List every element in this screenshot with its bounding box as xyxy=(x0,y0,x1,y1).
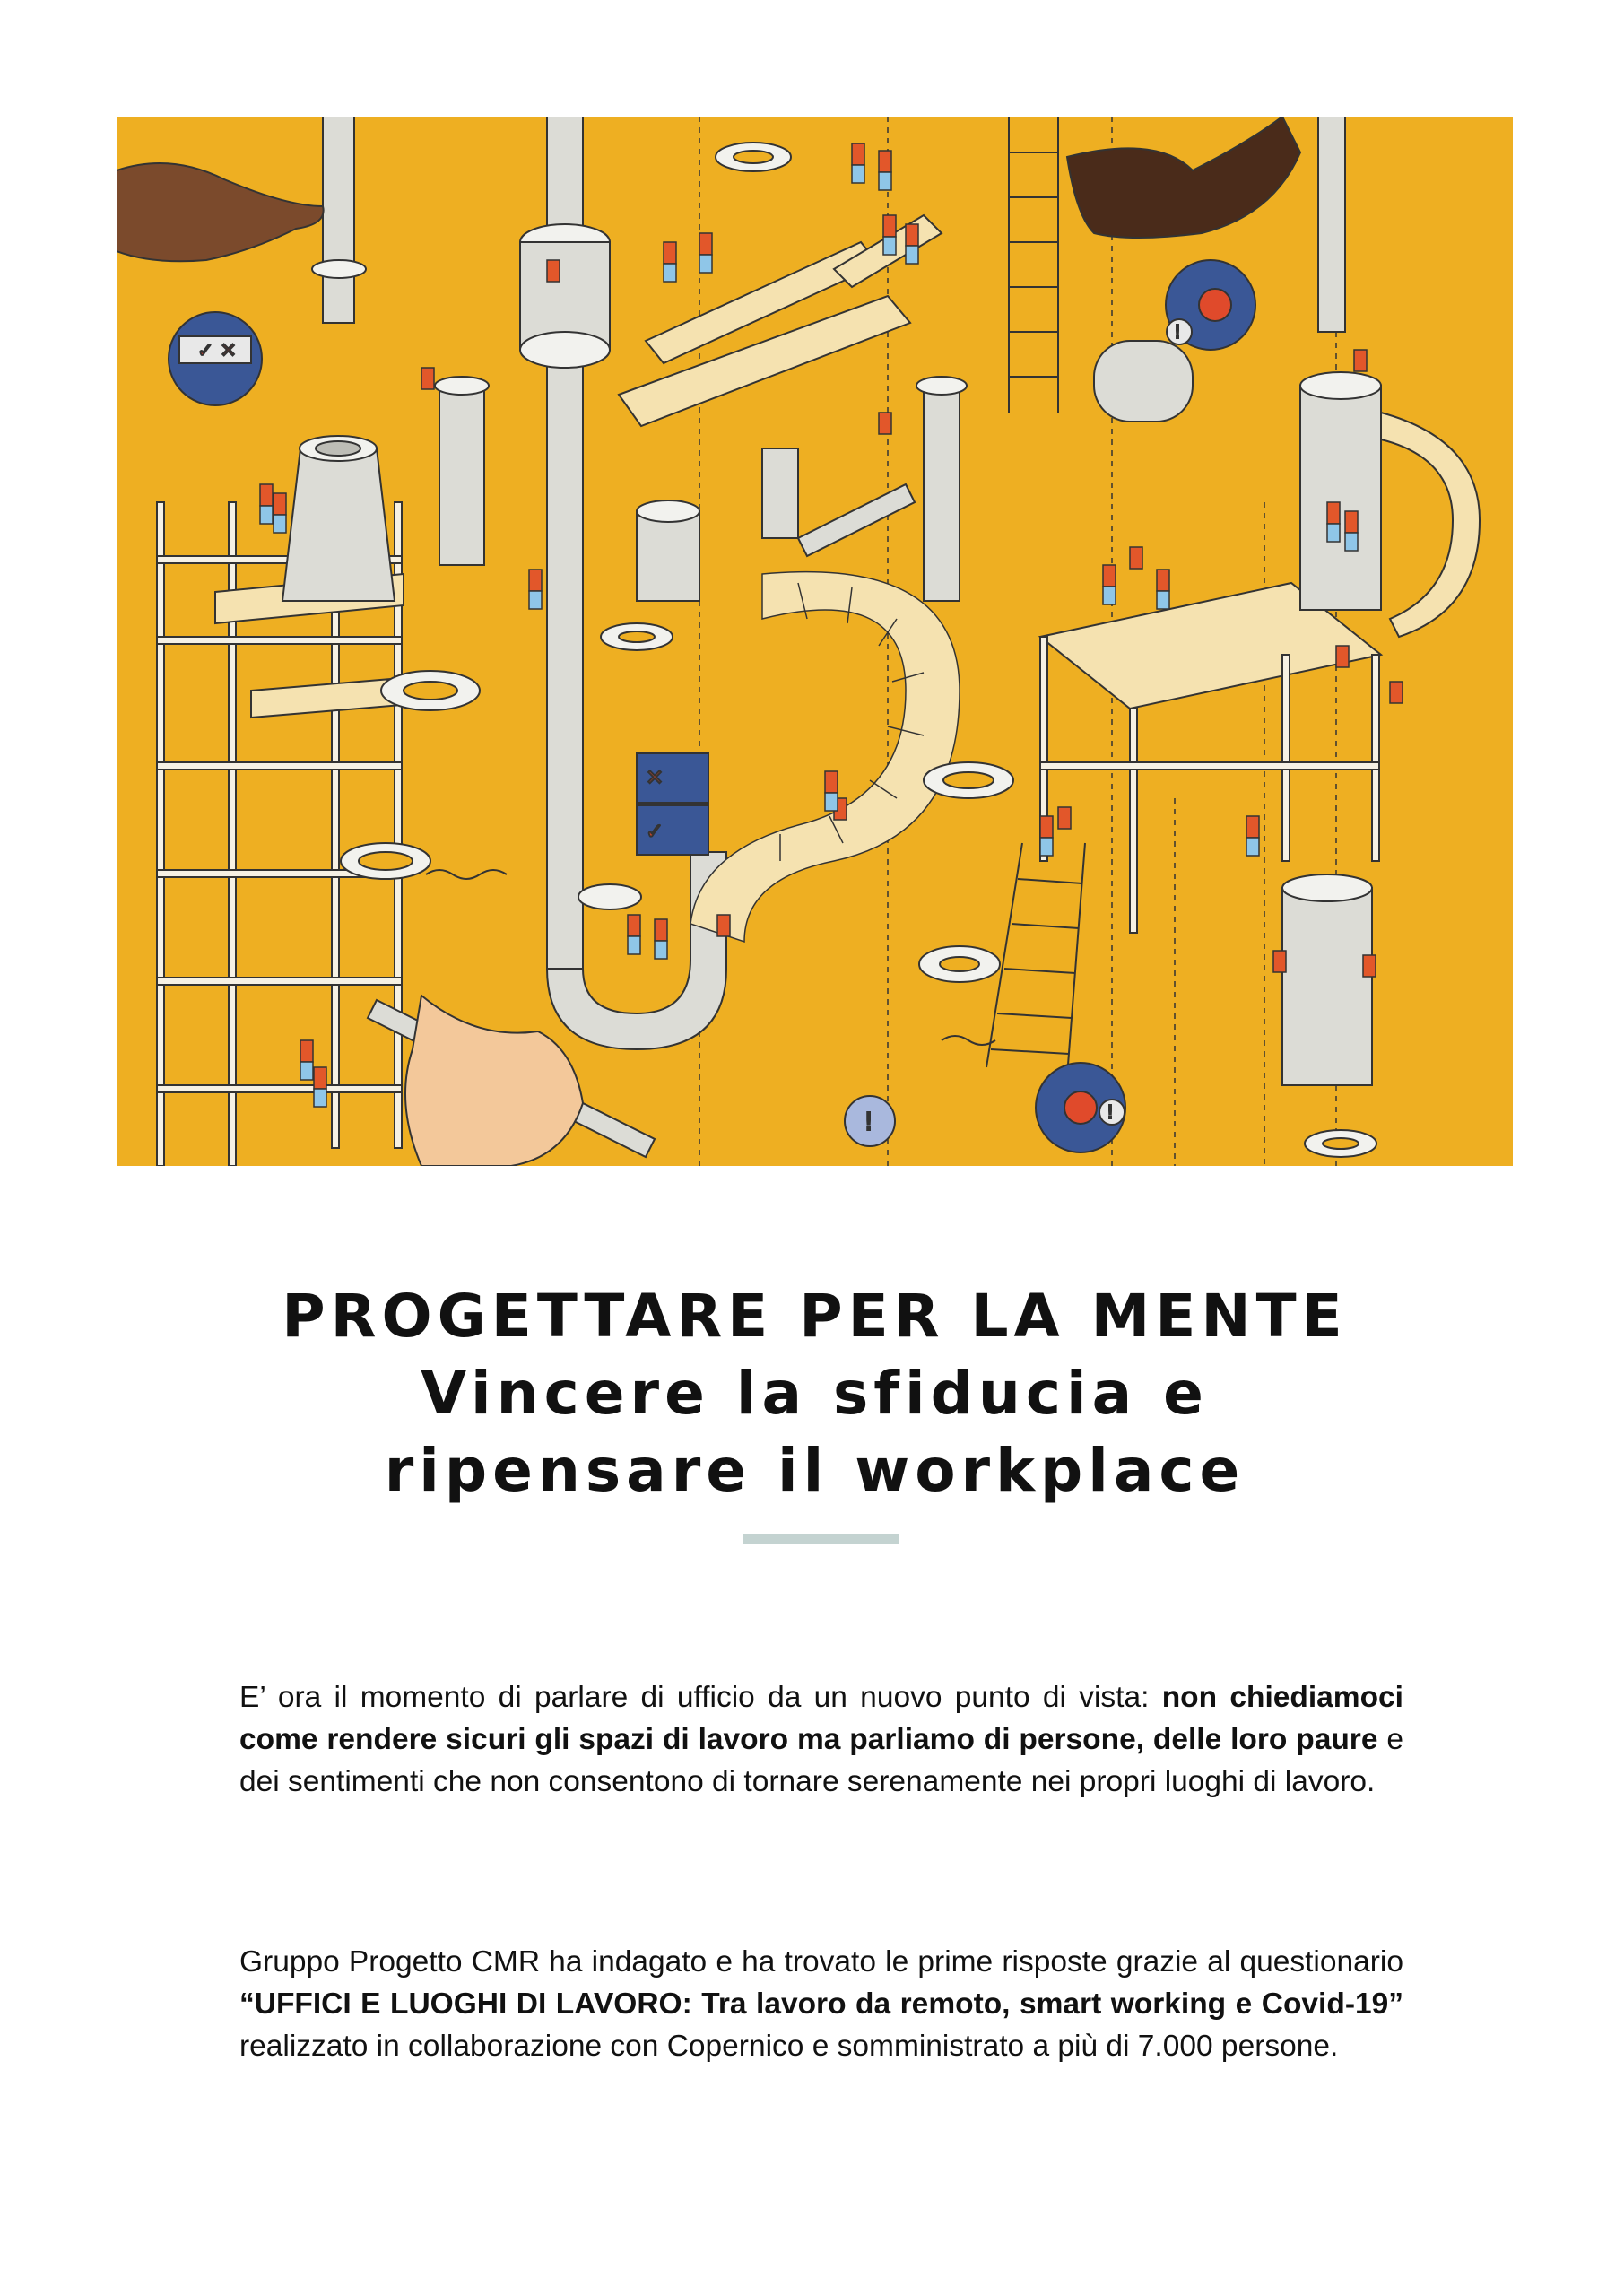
cone-tank xyxy=(282,436,395,601)
title-line-1: PROGETTARE PER LA MENTE xyxy=(282,1282,1348,1351)
title-line-2: Vincere la sfiducia e xyxy=(421,1359,1209,1428)
title-line-3: ripensare il workplace xyxy=(384,1436,1246,1505)
illustration-svg xyxy=(117,117,1513,1166)
svg-text:!: ! xyxy=(1174,321,1182,343)
intro-paragraph xyxy=(239,1676,1403,1803)
intro-bold-1: non chiediamoci come rendere sicuri gli spazi di lavoro ma parliamo di persone, delle loro paure xyxy=(239,1680,1403,1756)
alert-icon-bottom xyxy=(845,1096,895,1146)
survey-text-2: realizzato in collaborazione con Copernico e somministrato a più di 7.000 persone. xyxy=(239,2029,1339,2063)
svg-text:✓ ✕: ✓ ✕ xyxy=(197,340,237,362)
survey-text-1: Gruppo Progetto CMR ha indagato e ha trovato le prime risposte grazie al questionario xyxy=(239,1944,1403,1979)
svg-text:!: ! xyxy=(1107,1101,1115,1123)
survey-bold-1: “UFFICI E LUOGHI DI LAVORO: Tra lavoro da remoto, smart working e Covid-19” xyxy=(239,1987,1403,2021)
survey-paragraph xyxy=(239,1941,1403,2067)
wrench-icon xyxy=(1166,260,1255,350)
intro-text-2: e dei sentimenti che non consentono di tornare serenamente nei propri luoghi di lavoro. xyxy=(239,1722,1403,1798)
svg-text:✓: ✓ xyxy=(646,819,664,844)
check-cross-icon xyxy=(169,312,262,405)
alert-bubble-icon xyxy=(1036,1063,1125,1152)
svg-text:!: ! xyxy=(864,1107,874,1136)
hero-illustration xyxy=(117,117,1513,1166)
page-title xyxy=(117,1278,1513,1509)
title-divider xyxy=(743,1534,899,1544)
svg-text:✕: ✕ xyxy=(646,765,664,790)
intro-text-1: E’ ora il momento di parlare di ufficio da un nuovo punto di vista: xyxy=(239,1680,1162,1714)
